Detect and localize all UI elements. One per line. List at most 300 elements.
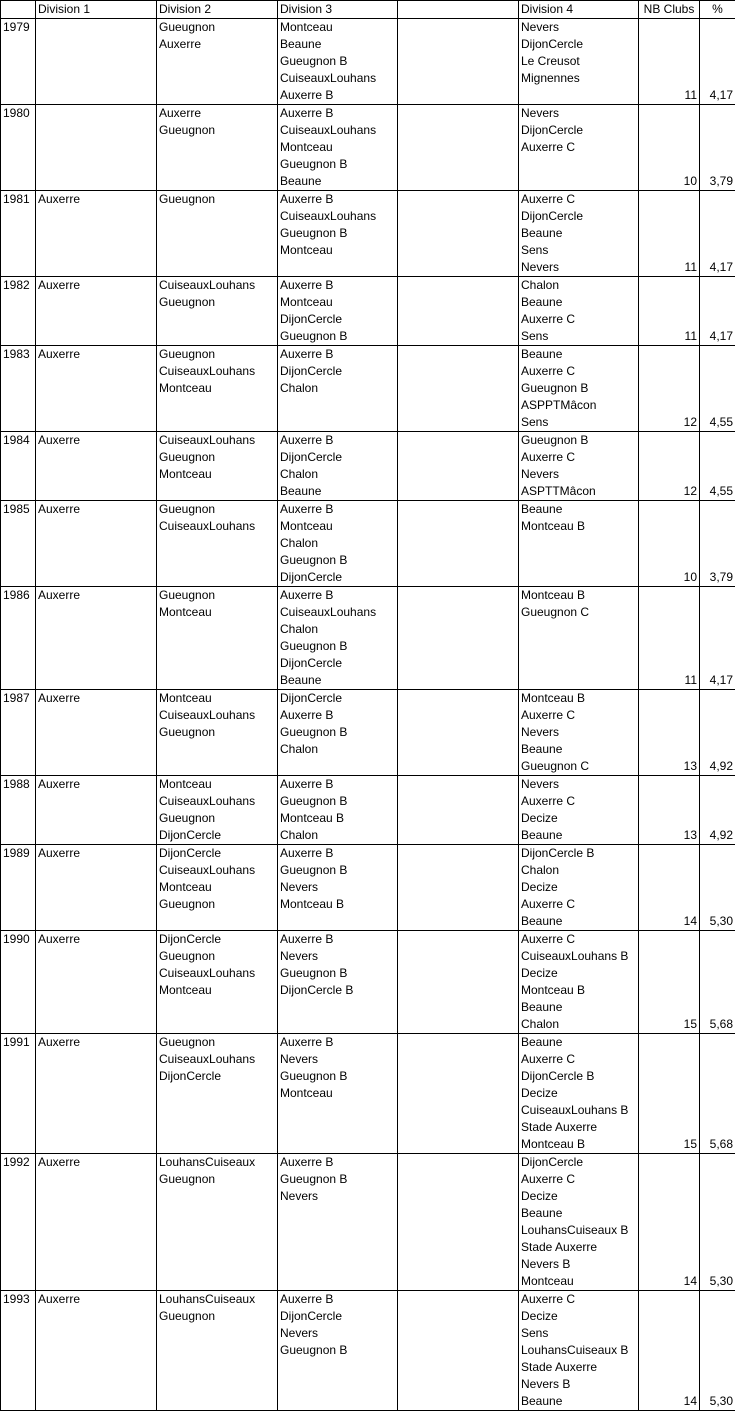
club-name: Gueugnon B [280, 793, 395, 810]
table-row [1, 19, 735, 105]
club-name: Auxerre [38, 1154, 154, 1171]
division-1-cell [36, 1291, 157, 1411]
blank-cell [398, 1034, 519, 1154]
table-row [1, 105, 735, 191]
club-name: DijonCercle [280, 363, 395, 380]
division-3-cell [278, 776, 398, 845]
division-1-cell [36, 845, 157, 931]
percent-cell: 4,55 [700, 432, 735, 501]
blank-cell [398, 931, 519, 1034]
nb-clubs-cell: 10 [639, 105, 700, 191]
percent-cell: 5,30 [700, 1291, 735, 1411]
division-2-cell [157, 19, 278, 105]
club-name: Beaune [521, 1393, 636, 1410]
year-cell: 1993 [1, 1291, 36, 1411]
division-1-cell [36, 19, 157, 105]
club-name: Auxerre [159, 105, 275, 122]
club-name: Sens [521, 328, 636, 345]
club-name: Auxerre C [521, 449, 636, 466]
club-name: Sens [521, 242, 636, 259]
header-percent: % [700, 1, 735, 19]
division-3-cell [278, 346, 398, 432]
division-4-cell [519, 277, 639, 346]
club-name: Beaune [280, 173, 395, 190]
club-name: DijonCercle [521, 36, 636, 53]
club-name: DijonCercle [280, 1308, 395, 1325]
division-4-cell [519, 1291, 639, 1411]
blank-cell [398, 845, 519, 931]
club-name: Gueugnon B [280, 225, 395, 242]
club-name: Nevers B [521, 1256, 636, 1273]
nb-clubs-cell: 14 [639, 1291, 700, 1411]
percent-cell: 5,68 [700, 1034, 735, 1154]
club-name: Auxerre [38, 1291, 154, 1308]
club-name: CuiseauxLouhans B [521, 948, 636, 965]
division-4-cell [519, 845, 639, 931]
division-2-cell [157, 1291, 278, 1411]
nb-clubs-cell: 13 [639, 776, 700, 845]
division-4-cell [519, 931, 639, 1034]
table-body [1, 19, 735, 1411]
club-name: Auxerre B [280, 1154, 395, 1171]
year-cell: 1988 [1, 776, 36, 845]
club-name: Auxerre C [521, 931, 636, 948]
nb-clubs-cell: 14 [639, 1154, 700, 1291]
blank-cell [398, 501, 519, 587]
club-name: Montceau B [280, 810, 395, 827]
percent-cell: 4,92 [700, 690, 735, 776]
table-row [1, 432, 735, 501]
division-3-cell [278, 105, 398, 191]
club-name: DijonCercle [280, 690, 395, 707]
club-name: CuiseauxLouhans [159, 518, 275, 535]
club-name: Le Creusot [521, 53, 636, 70]
club-name: Auxerre B [280, 501, 395, 518]
club-name: Auxerre B [280, 346, 395, 363]
percent-cell: 4,55 [700, 346, 735, 432]
nb-clubs-cell: 11 [639, 19, 700, 105]
division-1-cell [36, 776, 157, 845]
club-name: Auxerre C [521, 1291, 636, 1308]
club-name: Auxerre B [280, 105, 395, 122]
percent-cell: 5,30 [700, 845, 735, 931]
year-cell: 1982 [1, 277, 36, 346]
table-row [1, 587, 735, 690]
club-name: Auxerre [38, 690, 154, 707]
club-name: Nevers [280, 948, 395, 965]
club-name: Gueugnon [159, 1034, 275, 1051]
club-name: Gueugnon [159, 1171, 275, 1188]
division-3-cell [278, 19, 398, 105]
division-1-cell [36, 346, 157, 432]
club-name: Beaune [280, 36, 395, 53]
blank-cell [398, 1154, 519, 1291]
club-name: Montceau [521, 1273, 636, 1290]
club-name: Gueugnon C [521, 758, 636, 775]
club-name: Montceau [280, 518, 395, 535]
club-name: Gueugnon [159, 896, 275, 913]
club-name: Auxerre B [280, 87, 395, 104]
club-name: DijonCercle [280, 655, 395, 672]
division-2-cell [157, 587, 278, 690]
table-row [1, 776, 735, 845]
division-1-cell [36, 587, 157, 690]
club-name: DijonCercle [521, 208, 636, 225]
club-name: Decize [521, 965, 636, 982]
table-row [1, 1034, 735, 1154]
division-3-cell [278, 690, 398, 776]
club-name: Nevers B [521, 1376, 636, 1393]
club-name: Beaune [521, 501, 636, 518]
club-name: Auxerre C [521, 311, 636, 328]
division-3-cell [278, 191, 398, 277]
club-name: Auxerre B [280, 776, 395, 793]
club-name: DijonCercle [521, 122, 636, 139]
club-name: Chalon [521, 277, 636, 294]
blank-cell [398, 432, 519, 501]
club-name: Beaune [521, 999, 636, 1016]
club-name: Auxerre [38, 501, 154, 518]
club-name: Montceau B [521, 982, 636, 999]
division-1-cell [36, 105, 157, 191]
club-name: Auxerre [159, 36, 275, 53]
division-4-cell [519, 1154, 639, 1291]
table-row [1, 845, 735, 931]
club-name: Auxerre [38, 1034, 154, 1051]
division-2-cell [157, 105, 278, 191]
club-name: Auxerre B [280, 931, 395, 948]
club-name: CuiseauxLouhans [280, 122, 395, 139]
club-name: Gueugnon [159, 449, 275, 466]
division-3-cell [278, 1154, 398, 1291]
club-name: Nevers [280, 1051, 395, 1068]
club-name: Gueugnon B [280, 1171, 395, 1188]
division-2-cell [157, 432, 278, 501]
division-1-cell [36, 1034, 157, 1154]
club-name: Sens [521, 1325, 636, 1342]
year-cell: 1981 [1, 191, 36, 277]
club-name: Chalon [521, 862, 636, 879]
club-name: Beaune [280, 672, 395, 689]
table-row [1, 346, 735, 432]
club-name: Auxerre [38, 346, 154, 363]
division-1-cell [36, 501, 157, 587]
club-name: Beaune [521, 827, 636, 844]
table-row [1, 690, 735, 776]
club-name: Auxerre [38, 931, 154, 948]
club-name: Beaune [521, 225, 636, 242]
club-name: Decize [521, 1308, 636, 1325]
club-name: Beaune [521, 346, 636, 363]
division-4-cell [519, 587, 639, 690]
club-name: Auxerre [38, 587, 154, 604]
club-name: Beaune [521, 1034, 636, 1051]
club-name: CuiseauxLouhans [280, 70, 395, 87]
club-name: Decize [521, 879, 636, 896]
club-name: Gueugnon B [521, 380, 636, 397]
division-2-cell [157, 501, 278, 587]
club-name: Montceau [280, 139, 395, 156]
header-division-4: Division 4 [519, 1, 639, 19]
division-3-cell [278, 587, 398, 690]
club-name: Nevers [521, 724, 636, 741]
header-division-1: Division 1 [36, 1, 157, 19]
year-cell: 1980 [1, 105, 36, 191]
blank-cell [398, 346, 519, 432]
division-4-cell [519, 690, 639, 776]
club-name: DijonCercle B [280, 982, 395, 999]
percent-cell: 4,17 [700, 587, 735, 690]
club-name: CuiseauxLouhans [159, 432, 275, 449]
division-2-cell [157, 776, 278, 845]
year-cell: 1984 [1, 432, 36, 501]
club-name: Gueugnon B [280, 1342, 395, 1359]
club-name: DijonCercle [280, 569, 395, 586]
club-name: Auxerre C [521, 363, 636, 380]
club-name: Nevers [521, 105, 636, 122]
club-name: CuiseauxLouhans [159, 363, 275, 380]
division-1-cell [36, 191, 157, 277]
club-name: Gueugnon B [280, 862, 395, 879]
club-name: DijonCercle B [521, 845, 636, 862]
club-name: Auxerre [38, 845, 154, 862]
year-cell: 1990 [1, 931, 36, 1034]
club-name: DijonCercle B [521, 1068, 636, 1085]
division-3-cell [278, 1291, 398, 1411]
club-name: Chalon [521, 1016, 636, 1033]
club-name: Montceau [159, 466, 275, 483]
club-name: Auxerre B [280, 1034, 395, 1051]
club-name: Sens [521, 414, 636, 431]
division-4-cell [519, 105, 639, 191]
club-name: Montceau [159, 690, 275, 707]
club-name: Montceau [159, 879, 275, 896]
club-name: Auxerre B [280, 432, 395, 449]
division-1-cell [36, 1154, 157, 1291]
header-row [1, 1, 735, 19]
club-name: CuiseauxLouhans [159, 707, 275, 724]
division-4-cell [519, 776, 639, 845]
year-cell: 1987 [1, 690, 36, 776]
table-row [1, 1154, 735, 1291]
header-division-2: Division 2 [157, 1, 278, 19]
club-name: Montceau B [521, 518, 636, 535]
percent-cell: 3,79 [700, 105, 735, 191]
club-name: Auxerre C [521, 1051, 636, 1068]
nb-clubs-cell: 13 [639, 690, 700, 776]
club-name: LouhansCuiseaux [159, 1154, 275, 1171]
division-4-cell [519, 432, 639, 501]
nb-clubs-cell: 11 [639, 191, 700, 277]
club-name: Chalon [280, 535, 395, 552]
blank-cell [398, 587, 519, 690]
club-name: Decize [521, 1085, 636, 1102]
division-2-cell [157, 277, 278, 346]
percent-cell: 4,92 [700, 776, 735, 845]
club-name: LouhansCuiseaux B [521, 1342, 636, 1359]
club-name: Montceau [159, 380, 275, 397]
club-name: Auxerre C [521, 191, 636, 208]
blank-cell [398, 1291, 519, 1411]
club-name: Decize [521, 810, 636, 827]
club-name: Gueugnon C [521, 604, 636, 621]
club-name: Montceau [280, 1085, 395, 1102]
club-name: Beaune [280, 483, 395, 500]
division-2-cell [157, 346, 278, 432]
club-name: Montceau B [521, 690, 636, 707]
division-4-cell [519, 191, 639, 277]
year-cell: 1991 [1, 1034, 36, 1154]
club-name: Nevers [280, 879, 395, 896]
club-name: DijonCercle [280, 311, 395, 328]
division-2-cell [157, 845, 278, 931]
club-name: Beaune [521, 294, 636, 311]
header-blank [398, 1, 519, 19]
club-name: CuiseauxLouhans [159, 965, 275, 982]
division-1-cell [36, 277, 157, 346]
club-name: Nevers [521, 19, 636, 36]
division-2-cell [157, 931, 278, 1034]
club-name: Auxerre B [280, 587, 395, 604]
nb-clubs-cell: 14 [639, 845, 700, 931]
club-name: Gueugnon [159, 346, 275, 363]
division-3-cell [278, 432, 398, 501]
table-row [1, 1291, 735, 1411]
club-name: Montceau [159, 982, 275, 999]
club-name: CuiseauxLouhans [280, 604, 395, 621]
division-2-cell [157, 191, 278, 277]
club-name: LouhansCuiseaux B [521, 1222, 636, 1239]
club-name: Gueugnon [159, 724, 275, 741]
year-cell: 1983 [1, 346, 36, 432]
club-name: Gueugnon [159, 501, 275, 518]
club-name: Nevers [280, 1325, 395, 1342]
club-name: Chalon [280, 621, 395, 638]
percent-cell: 5,68 [700, 931, 735, 1034]
club-name: DijonCercle [159, 845, 275, 862]
club-name: Auxerre [38, 191, 154, 208]
club-name: Beaune [521, 913, 636, 930]
year-cell: 1985 [1, 501, 36, 587]
club-name: Montceau [159, 604, 275, 621]
club-name: Montceau B [280, 896, 395, 913]
year-cell: 1979 [1, 19, 36, 105]
percent-cell: 4,17 [700, 277, 735, 346]
division-2-cell [157, 1034, 278, 1154]
club-name: Gueugnon [159, 587, 275, 604]
division-4-cell [519, 1034, 639, 1154]
club-name: Auxerre B [280, 277, 395, 294]
table-row [1, 501, 735, 587]
division-3-cell [278, 1034, 398, 1154]
club-name: DijonCercle [159, 827, 275, 844]
club-name: Mignennes [521, 70, 636, 87]
club-name: Gueugnon B [280, 156, 395, 173]
division-3-cell [278, 931, 398, 1034]
club-name: Montceau B [521, 587, 636, 604]
club-name: Stade Auxerre [521, 1119, 636, 1136]
blank-cell [398, 105, 519, 191]
club-name: Montceau B [521, 1136, 636, 1153]
club-name: Beaune [521, 1205, 636, 1222]
percent-cell: 4,17 [700, 19, 735, 105]
blank-cell [398, 690, 519, 776]
table-row [1, 931, 735, 1034]
club-name: Gueugnon [159, 810, 275, 827]
club-name: DijonCercle [159, 1068, 275, 1085]
table-row [1, 191, 735, 277]
club-name: Auxerre C [521, 139, 636, 156]
year-cell: 1989 [1, 845, 36, 931]
table-row [1, 277, 735, 346]
club-name: DijonCercle [521, 1154, 636, 1171]
club-name: Gueugnon [159, 1308, 275, 1325]
club-name: Gueugnon B [280, 638, 395, 655]
club-name: Stade Auxerre [521, 1239, 636, 1256]
header-division-3: Division 3 [278, 1, 398, 19]
percent-cell: 5,30 [700, 1154, 735, 1291]
club-name: DijonCercle [280, 449, 395, 466]
club-name: Auxerre C [521, 1171, 636, 1188]
club-name: Gueugnon [159, 19, 275, 36]
division-2-cell [157, 690, 278, 776]
club-name: Auxerre B [280, 845, 395, 862]
nb-clubs-cell: 10 [639, 501, 700, 587]
club-name: Nevers [280, 1188, 395, 1205]
club-name: Gueugnon [159, 122, 275, 139]
club-name: Chalon [280, 827, 395, 844]
header-year [1, 1, 36, 19]
club-name: Gueugnon B [280, 965, 395, 982]
division-4-cell [519, 346, 639, 432]
club-name: DijonCercle [159, 931, 275, 948]
club-name: Chalon [280, 741, 395, 758]
club-name: Auxerre [38, 776, 154, 793]
club-name: Gueugnon [159, 294, 275, 311]
club-name: Gueugnon B [521, 432, 636, 449]
division-4-cell [519, 501, 639, 587]
nb-clubs-cell: 11 [639, 587, 700, 690]
nb-clubs-cell: 15 [639, 1034, 700, 1154]
club-name: Chalon [280, 466, 395, 483]
club-name: Gueugnon B [280, 53, 395, 70]
blank-cell [398, 277, 519, 346]
header-nb-clubs: NB Clubs [639, 1, 700, 19]
division-1-cell [36, 690, 157, 776]
club-name: ASPPTMâcon [521, 397, 636, 414]
percent-cell: 4,17 [700, 191, 735, 277]
division-3-cell [278, 501, 398, 587]
nb-clubs-cell: 12 [639, 432, 700, 501]
club-name: Auxerre [38, 432, 154, 449]
club-name: Gueugnon [159, 948, 275, 965]
division-2-cell [157, 1154, 278, 1291]
club-name: Montceau [159, 776, 275, 793]
year-cell: 1992 [1, 1154, 36, 1291]
division-1-cell [36, 931, 157, 1034]
division-4-cell [519, 19, 639, 105]
club-name: Auxerre C [521, 707, 636, 724]
blank-cell [398, 19, 519, 105]
percent-cell: 3,79 [700, 501, 735, 587]
club-name: Beaune [521, 741, 636, 758]
club-name: Auxerre C [521, 793, 636, 810]
club-name: CuiseauxLouhans [159, 862, 275, 879]
club-name: Gueugnon B [280, 724, 395, 741]
club-name: CuiseauxLouhans B [521, 1102, 636, 1119]
club-name: Auxerre [38, 277, 154, 294]
club-name: Auxerre C [521, 896, 636, 913]
